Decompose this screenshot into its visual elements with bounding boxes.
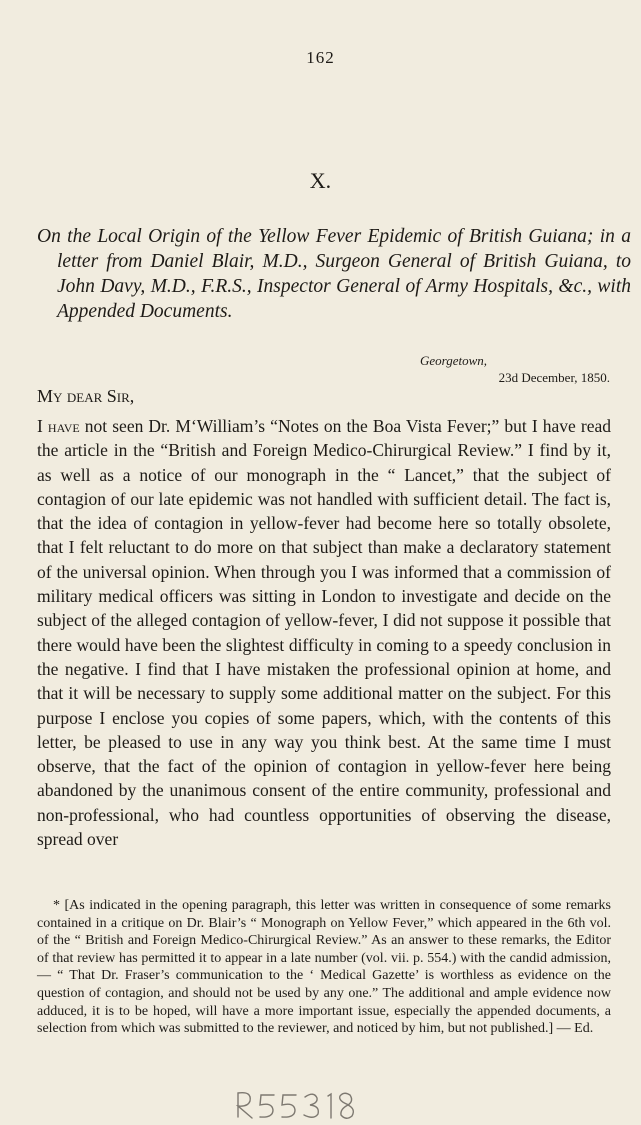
letter-text: not seen Dr. M‘William’s “Notes on the Boa Vista Fever;” but I have read the article in the “British and Foreign Medico-Chirurgical Review.” I find by it, as well as a notice of our monograph in the “ Lancet,” that the subject of contagion of our late epidemic was not handled with sufficient detail. The fact is, that the idea of contagion in yellow-fever had become here so totally obsolete, that I felt reluctant to do more on that subject than make a declaratory statement of the universal opinion. When through you I was informed that a commission of military medical officers was sitting in London to investigate and decide on the subject of the alleged contagion of yellow-fever, I did not suppose it possible that there would have been the slightest difficulty in coming to a speedy conclusion in the negative. I find that I have mistaken the professional opinion at home, and that it will be necessary to supply some additional matter on the subject. For this purpose I enclose you copies of some papers, which, with the contents of this letter, be pleased to use in any way you think best. At the same time I must observe, that the fact of the opinion of contagion in yellow-fever here being abandoned by the unanimous consent of the entire community, professional and non-professional, who had countless opportunities of observing the disease, spread over — [37, 416, 611, 850]
section-label: X. — [309, 168, 332, 193]
salutation: My dear Sir, — [37, 386, 135, 406]
footnote: * [As indicated in the opening paragraph, this letter was written in consequence of some remarks contained in a critique on Dr. Blair’s “ Monograph on Yellow Fever,” which appeared in the 6th vol. of the “ British and Foreign Medico-Chirurgical Review.” As an answer to these remarks, the Editor of that review has permitted it to appear in a late number (vol. vii. p. 554.) with the candid admission, — “ That Dr. Fraser’s communication to the ‘ Medical Gazette’ is worthless as evidence on the question of contagion, and should not be used by any one.” The additional and ample evidence now adduced, it is to be hoped, will have a more important issue, especially the appended documents, a selection from which was submitted to the reviewer, and noticed by him, but not published.] — Ed. — [37, 898, 611, 1037]
letter-lead: I have — [37, 416, 80, 436]
handwritten-mark — [228, 1087, 428, 1123]
page-number: 162 — [306, 48, 335, 67]
letter-body — [37, 414, 611, 851]
dateline — [400, 352, 610, 386]
dateline-place: Georgetown, — [420, 353, 488, 368]
article-title: On the Local Origin of the Yellow Fever Epidemic of British Guiana; in a letter from Daniel Blair, M.D., Surgeon General of British Guiana, to John Davy, M.D., F.R.S., Inspector General of Army Hospitals, &c., with Appended Documents. — [37, 226, 631, 322]
dateline-date: 23d December, 1850. — [498, 370, 610, 385]
